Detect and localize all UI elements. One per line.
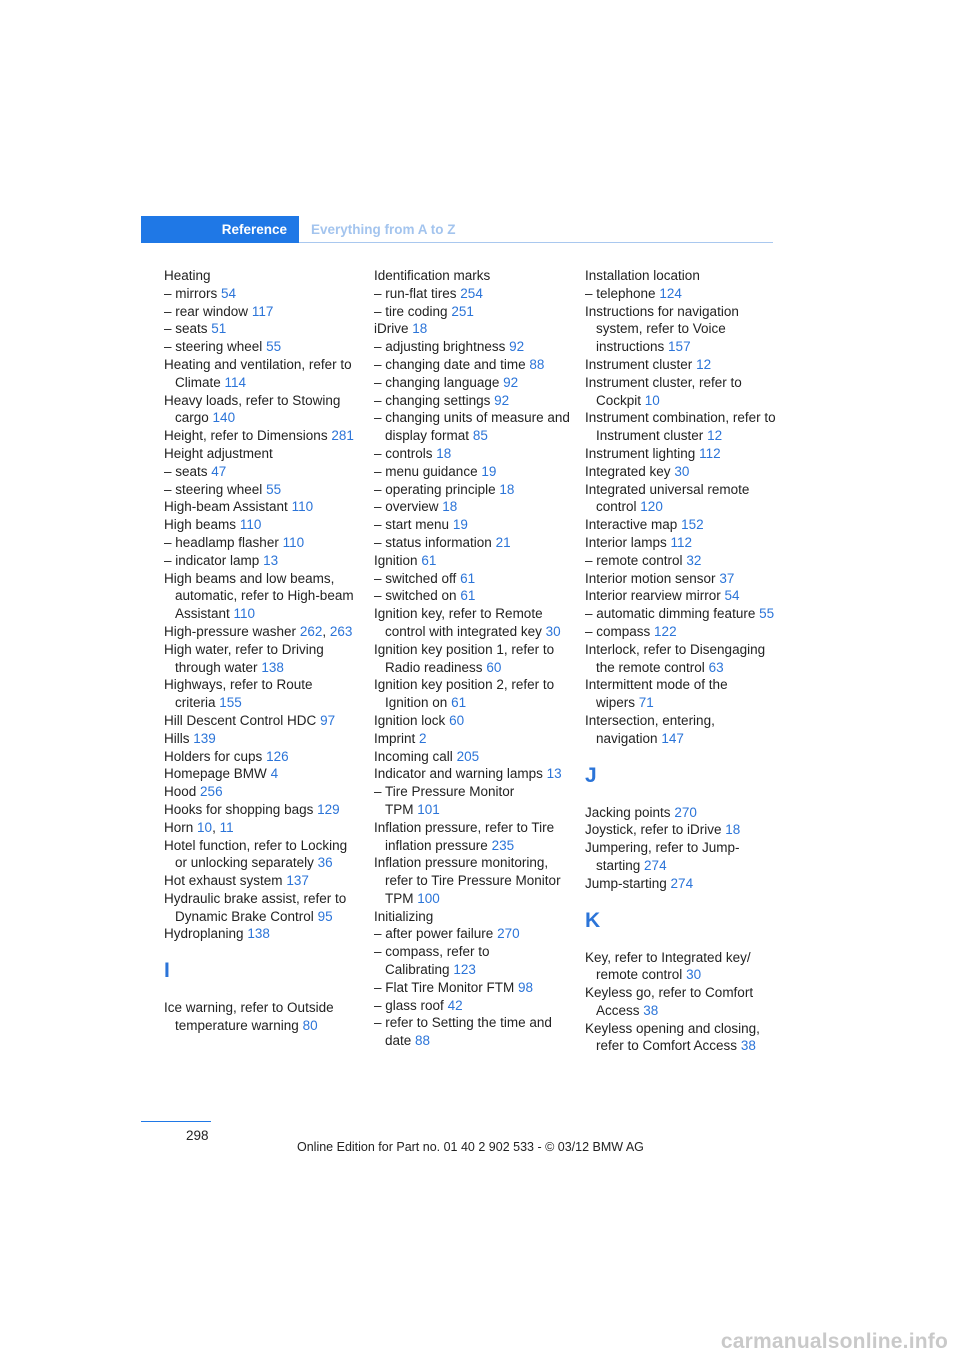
index-entry <box>374 481 572 499</box>
page-reference-link[interactable]: 205 <box>456 748 480 764</box>
index-entry <box>374 409 572 445</box>
index-entry <box>585 570 783 588</box>
page-reference-link[interactable]: 112 <box>670 534 693 550</box>
index-entry <box>164 712 362 730</box>
index-term: Integrated universal remote control <box>585 481 750 515</box>
index-term: Ignition key position 2, refer to Ignition on <box>374 677 555 711</box>
index-entry <box>374 267 572 285</box>
index-entry <box>164 925 362 943</box>
index-term: Joystick, refer to iDrive <box>585 822 722 838</box>
page-reference-link[interactable]: 19 <box>452 517 468 533</box>
index-term: Key, refer to Integrated key/ remote control <box>585 949 751 983</box>
page-reference-link[interactable]: 110 <box>282 534 305 550</box>
page-reference-link[interactable]: 13 <box>546 766 562 782</box>
index-entry <box>374 979 572 997</box>
index-term: – after power failure <box>374 926 494 942</box>
page-reference-link[interactable]: 88 <box>529 356 545 372</box>
page-reference-link[interactable]: 97 <box>320 712 336 728</box>
page-reference-link[interactable]: 281 <box>331 428 354 444</box>
page-reference-link[interactable]: 88 <box>415 1033 431 1049</box>
index-entry <box>585 267 783 285</box>
page-reference-link[interactable]: 61 <box>460 570 476 586</box>
page-reference-link[interactable]: 123 <box>453 962 476 978</box>
page-reference-link[interactable]: 270 <box>674 804 697 820</box>
index-term: Instrument lighting <box>585 445 696 461</box>
index-entry <box>374 908 572 926</box>
page-reference-link[interactable]: 51 <box>211 321 227 337</box>
index-entry <box>374 303 572 321</box>
page-reference-link[interactable]: 138 <box>247 926 270 942</box>
index-term: iDrive <box>374 321 409 337</box>
index-term: – seats <box>164 321 208 337</box>
page-reference-link[interactable]: 274 <box>644 857 667 873</box>
page-reference-link[interactable]: 10 <box>197 819 213 835</box>
page-reference-link[interactable]: 263 <box>329 623 353 639</box>
index-entry <box>585 516 783 534</box>
page-reference-link[interactable]: 112 <box>699 445 721 461</box>
index-entry <box>585 984 783 1020</box>
index-term: – rear window <box>164 303 249 319</box>
page-reference-link[interactable]: 251 <box>451 303 474 319</box>
page-reference-link[interactable]: 55 <box>266 339 282 355</box>
index-term: Inflation pressure, refer to Tire inflation pressure <box>374 819 555 853</box>
index-term: Instructions for navigation system, refer to Voice instructions <box>585 303 739 355</box>
page-reference-link[interactable]: 120 <box>640 499 663 515</box>
index-term: – run-flat tires <box>374 285 457 301</box>
index-term: Instrument cluster, refer to Cockpit <box>585 374 742 408</box>
page-reference-link[interactable]: 55 <box>266 481 282 497</box>
index-letter-heading: K <box>585 908 601 932</box>
index-entry <box>164 516 362 534</box>
index-entry <box>164 267 362 285</box>
index-term: Interior lamps <box>585 534 667 550</box>
index-term: – compass <box>585 623 651 639</box>
index-entry <box>164 392 362 428</box>
index-entry <box>374 641 572 677</box>
index-term: – controls <box>374 445 433 461</box>
index-term: Hood <box>164 784 197 800</box>
index-term: Hooks for shopping bags <box>164 801 314 817</box>
index-term: Holders for cups <box>164 748 263 764</box>
index-entry <box>164 748 362 766</box>
index-entry <box>164 303 362 321</box>
index-entry <box>164 320 362 338</box>
watermark: carmanualsonline.info <box>720 1330 948 1353</box>
index-term: – switched on <box>374 588 457 604</box>
page-reference-link[interactable]: 61 <box>451 695 467 711</box>
index-term: – compass, refer to Calibrating <box>374 944 490 978</box>
index-entry <box>374 534 572 552</box>
page-header <box>141 216 773 243</box>
index-term: Homepage BMW <box>164 766 267 782</box>
page-reference-link[interactable]: 138 <box>261 659 284 675</box>
index-term: Ice warning, refer to Outside temperature warning <box>164 1000 334 1034</box>
index-term: Imprint <box>374 730 416 746</box>
page-reference-link[interactable]: 98 <box>518 979 534 995</box>
index-entry <box>164 872 362 890</box>
page-reference-link[interactable]: 32 <box>686 552 702 568</box>
index-term: Hotel function, refer to Locking or unlocking separately <box>164 837 348 871</box>
page-reference-link[interactable]: 122 <box>654 623 677 639</box>
index-entry <box>374 730 572 748</box>
index-term: Incoming call <box>374 748 453 764</box>
page-reference-link[interactable]: 117 <box>251 303 274 319</box>
index-entry <box>585 534 783 552</box>
index-entry <box>374 943 572 979</box>
index-entry <box>374 374 572 392</box>
page-reference-link[interactable]: 155 <box>219 695 242 711</box>
index-entry <box>585 374 783 410</box>
index-entry <box>585 875 783 893</box>
index-column-2 <box>374 267 572 1050</box>
index-term: – status information <box>374 534 492 550</box>
index-term: Heating and ventilation, refer to Climate <box>164 356 352 390</box>
page-reference-link[interactable]: 80 <box>302 1018 318 1034</box>
page-reference-link[interactable]: 12 <box>696 356 712 372</box>
index-term: Hydraulic brake assist, refer to Dynamic Brake Control <box>164 890 347 924</box>
page-reference-link[interactable]: 60 <box>449 712 465 728</box>
index-term: – steering wheel <box>164 481 263 497</box>
page-reference-link[interactable]: 254 <box>460 285 483 301</box>
index-entry <box>585 605 783 623</box>
index-term: – changing units of measure and display format <box>374 410 570 444</box>
index-entry <box>374 570 572 588</box>
index-term: – start menu <box>374 517 450 533</box>
page-reference-link[interactable]: 42 <box>447 997 463 1013</box>
page-reference-link[interactable]: 38 <box>740 1038 756 1054</box>
index-term: – changing language <box>374 374 500 390</box>
index-entry <box>164 801 362 819</box>
page-reference-link[interactable]: 92 <box>503 374 519 390</box>
page-reference-link[interactable]: 235 <box>491 837 515 853</box>
page-reference-link[interactable]: 12 <box>707 428 723 444</box>
index-entry <box>164 338 362 356</box>
page-reference-link[interactable]: 139 <box>193 730 216 746</box>
index-term: – mirrors <box>164 285 218 301</box>
page-reference-link[interactable]: 110 <box>239 517 262 533</box>
index-entry <box>585 839 783 875</box>
page-reference-link[interactable]: 18 <box>442 499 458 515</box>
index-term: Height, refer to Dimensions <box>164 428 328 444</box>
index-term: Instrument combination, refer to Instrument cluster <box>585 410 776 444</box>
index-entry <box>374 587 572 605</box>
index-term: – telephone <box>585 285 656 301</box>
page-reference-link[interactable]: 13 <box>263 552 279 568</box>
index-entry <box>374 605 572 641</box>
page-reference-link[interactable]: 18 <box>436 445 452 461</box>
index-term: Interactive map <box>585 517 678 533</box>
index-term: Hot exhaust system <box>164 873 283 889</box>
index-term: High-beam Assistant <box>164 499 288 515</box>
page-reference-link[interactable]: 30 <box>674 463 690 479</box>
index-entry <box>164 481 362 499</box>
index-entry <box>164 534 362 552</box>
index-entry <box>374 854 572 907</box>
index-entry <box>585 949 783 985</box>
index-entry <box>585 587 783 605</box>
index-term: Interior rearview mirror <box>585 588 721 604</box>
chapter-title: Everything from A to Z <box>311 222 456 237</box>
index-entry <box>374 712 572 730</box>
index-term: – steering wheel <box>164 339 263 355</box>
index-column-3 <box>585 267 783 1055</box>
index-term: – seats <box>164 463 208 479</box>
page-reference-link[interactable]: 18 <box>412 321 428 337</box>
index-term: – indicator lamp <box>164 552 260 568</box>
index-entry <box>585 552 783 570</box>
page-reference-link[interactable]: 21 <box>495 534 511 550</box>
chapter-bar <box>299 216 773 243</box>
index-term: High beams <box>164 517 237 533</box>
index-entry <box>164 676 362 712</box>
page-reference-link[interactable]: 124 <box>659 285 682 301</box>
index-entry <box>374 925 572 943</box>
index-term: Integrated key <box>585 463 671 479</box>
index-column-1 <box>164 267 362 1035</box>
index-term: – tire coding <box>374 303 448 319</box>
index-entry <box>585 676 783 712</box>
index-entry <box>164 890 362 926</box>
page-reference-link[interactable]: 30 <box>686 967 702 983</box>
page-reference-link[interactable]: 30 <box>545 623 561 639</box>
index-entry: Horn 10, 11 <box>164 819 234 835</box>
page-reference-link[interactable]: 110 <box>291 499 314 515</box>
page-reference-link[interactable]: 95 <box>317 908 333 924</box>
index-letter-heading: J <box>585 763 597 787</box>
index-term: – refer to Setting the time and date <box>374 1015 552 1049</box>
page-reference-link[interactable]: 10 <box>644 392 660 408</box>
index-term: – Flat Tire Monitor FTM <box>374 979 515 995</box>
index-entry <box>164 552 362 570</box>
index-term: – menu guidance <box>374 463 478 479</box>
index-entry <box>585 285 783 303</box>
index-term: High-pressure washer <box>164 623 297 639</box>
index-term: Intermittent mode of the wipers <box>585 677 728 711</box>
page-reference-link[interactable]: 38 <box>643 1002 659 1018</box>
page-reference-link[interactable]: 92 <box>509 339 525 355</box>
index-entry <box>374 392 572 410</box>
index-entry <box>374 1014 572 1050</box>
page-reference-link[interactable]: 18 <box>499 481 515 497</box>
index-term: Horn <box>164 819 194 835</box>
index-term: Identification marks <box>374 268 491 283</box>
index-entry <box>374 748 572 766</box>
index-entry <box>374 516 572 534</box>
page-reference-link[interactable]: 129 <box>317 801 340 817</box>
page-reference-link[interactable]: 262 <box>299 623 323 639</box>
index-entry <box>585 804 783 822</box>
index-entry <box>374 445 572 463</box>
index-term: Interlock, refer to Disengaging the remote control <box>585 641 766 675</box>
page-reference-link[interactable]: 55 <box>759 606 775 622</box>
index-term: Heating <box>164 268 211 283</box>
index-letter-heading: I <box>164 959 170 983</box>
index-term: Inflation pressure monitoring, refer to Tire Pressure Monitor TPM <box>374 855 561 906</box>
index-term: Hill Descent Control HDC <box>164 712 317 728</box>
index-term: Hydroplaning <box>164 926 244 942</box>
index-entry <box>585 623 783 641</box>
index-term: – overview <box>374 499 439 515</box>
index-term: Highways, refer to Route criteria <box>164 677 313 711</box>
index-entry <box>374 463 572 481</box>
index-term: Initializing <box>374 908 434 924</box>
page-reference-link[interactable]: 147 <box>661 730 684 746</box>
index-entry <box>374 783 572 819</box>
index-term: Ignition <box>374 552 418 568</box>
section-tab <box>141 216 299 243</box>
index-term: Instrument cluster <box>585 356 693 372</box>
page-reference-link[interactable]: 63 <box>708 659 724 675</box>
index-entry <box>374 356 572 374</box>
page-reference-link[interactable]: 270 <box>497 926 520 942</box>
page-reference-link[interactable]: 152 <box>681 517 704 533</box>
page-reference-link[interactable]: 11 <box>219 819 234 835</box>
page-reference-link[interactable]: 85 <box>472 428 488 444</box>
page-reference-link[interactable]: 4 <box>270 766 279 782</box>
page-reference-link[interactable]: 114 <box>224 374 247 390</box>
index-entry <box>164 999 362 1035</box>
index-term: Hills <box>164 730 190 746</box>
index-term: Keyless opening and closing, refer to Comfort Access <box>585 1020 760 1054</box>
index-entry <box>585 641 783 677</box>
index-term: – adjusting brightness <box>374 339 506 355</box>
index-entry <box>585 409 783 445</box>
index-entry <box>585 303 783 356</box>
index-entry <box>164 463 362 481</box>
index-entry <box>164 641 362 677</box>
index-entry <box>374 285 572 303</box>
page-reference-link[interactable]: 256 <box>200 784 223 800</box>
index-entry <box>585 356 783 374</box>
index-term: – changing settings <box>374 392 491 408</box>
page-reference-link[interactable]: 19 <box>481 463 497 479</box>
index-entry <box>164 285 362 303</box>
page-reference-link[interactable]: 92 <box>494 392 510 408</box>
index-term: Height adjustment <box>164 445 273 461</box>
page-reference-link[interactable]: 157 <box>668 339 691 355</box>
index-entry <box>374 320 572 338</box>
index-term: – changing date and time <box>374 356 526 372</box>
index-entry <box>585 463 783 481</box>
index-entry <box>374 765 572 783</box>
page-reference-link[interactable]: 137 <box>286 873 309 889</box>
page-reference-link[interactable]: 126 <box>266 748 289 764</box>
index-entry <box>374 676 572 712</box>
index-entry <box>585 712 783 748</box>
index-entry <box>164 837 362 873</box>
index-entry <box>585 481 783 517</box>
index-entry <box>164 730 362 748</box>
index-term: – remote control <box>585 552 683 568</box>
page-reference-link[interactable]: 47 <box>211 463 227 479</box>
index-term: Interior motion sensor <box>585 570 716 586</box>
index-term: High water, refer to Driving through water <box>164 641 324 675</box>
index-entry <box>585 1020 783 1056</box>
page-reference-link[interactable]: 37 <box>719 570 735 586</box>
index-entry <box>164 356 362 392</box>
index-term: Heavy loads, refer to Stowing cargo <box>164 392 341 426</box>
index-entry <box>374 819 572 855</box>
page-reference-link[interactable]: 274 <box>670 875 694 891</box>
index-entry: High-pressure washer 262, 263 <box>164 623 353 639</box>
index-entry <box>164 498 362 516</box>
page-reference-link[interactable]: 54 <box>221 285 237 301</box>
index-term: – headlamp flasher <box>164 534 279 550</box>
page-reference-link[interactable]: 110 <box>233 606 256 622</box>
page-reference-link[interactable]: 140 <box>212 410 236 426</box>
page-reference-link[interactable]: 36 <box>317 855 333 871</box>
index-term: Intersection, entering, navigation <box>585 712 715 746</box>
index-entry <box>164 445 362 463</box>
index-term: – glass roof <box>374 997 444 1013</box>
page-reference-link[interactable]: 18 <box>725 822 741 838</box>
index-entry <box>164 570 362 623</box>
index-term: Jumpering, refer to Jump-starting <box>585 840 740 873</box>
page-reference-link[interactable]: 101 <box>417 801 440 817</box>
index-term: – automatic dimming feature <box>585 606 756 622</box>
page-reference-link[interactable]: 61 <box>460 588 476 604</box>
index-entry <box>374 498 572 516</box>
page-number: 298 <box>186 1128 209 1143</box>
index-term: Ignition key, refer to Remote control with integrated key <box>374 606 543 639</box>
page-reference-link[interactable]: 100 <box>417 890 440 906</box>
index-entry <box>164 765 362 783</box>
index-term: Keyless go, refer to Comfort Access <box>585 985 754 1018</box>
index-entry <box>374 552 572 570</box>
page-reference-link[interactable]: 60 <box>486 659 502 675</box>
page-reference-link[interactable]: 61 <box>421 552 437 568</box>
index-term: Ignition lock <box>374 712 446 728</box>
page-reference-link[interactable]: 2 <box>419 730 427 746</box>
index-term: High beams and low beams, automatic, refer to High-beam Assistant <box>164 570 354 622</box>
section-title: Reference <box>221 222 287 237</box>
index-term: Indicator and warning lamps <box>374 766 543 782</box>
page-reference-link[interactable]: 71 <box>638 695 654 711</box>
index-term: – Tire Pressure Monitor TPM <box>374 784 515 817</box>
edition-note: Online Edition for Part no. 01 40 2 902 533 - © 03/12 BMW AG <box>297 1140 644 1154</box>
index-entry <box>585 445 783 463</box>
index-term: – switched off <box>374 570 457 586</box>
index-entry <box>164 783 362 801</box>
index-term: – operating principle <box>374 481 496 497</box>
index-entry <box>374 997 572 1015</box>
footer-rule <box>141 1121 211 1122</box>
page-reference-link[interactable]: 54 <box>724 588 740 604</box>
index-entry <box>164 427 362 445</box>
index-entry <box>374 338 572 356</box>
index-term: Installation location <box>585 268 700 283</box>
index-term: Jump-starting <box>585 875 667 891</box>
index-entry <box>585 821 783 839</box>
index-term: Jacking points <box>585 804 671 820</box>
index-term: Ignition key position 1, refer to Radio readiness <box>374 641 555 675</box>
